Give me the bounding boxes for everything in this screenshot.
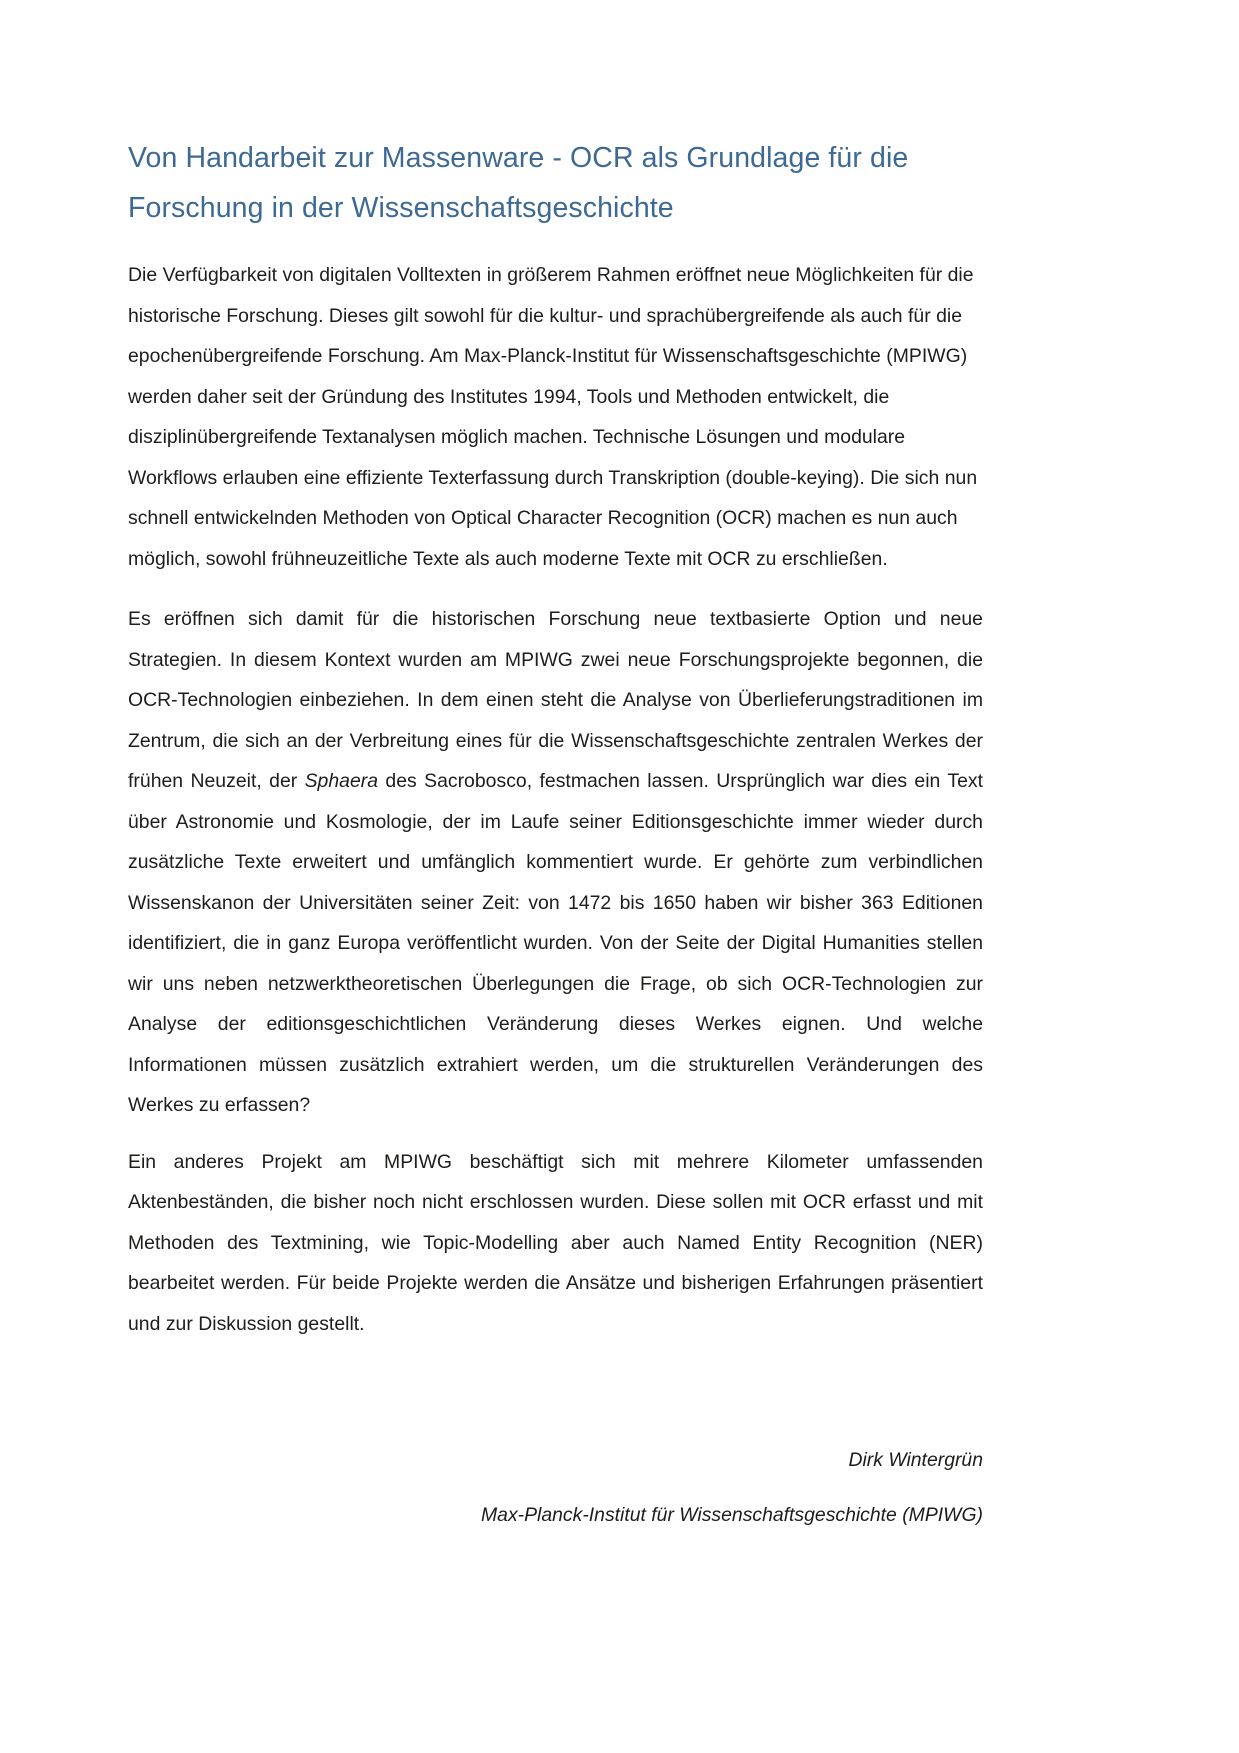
paragraph-2-text-after-italic: des Sacrobosco, festmachen lassen. Ursprünglich war dies ein Text über Astronomie und Kosmologie, der im Laufe seiner Editionsgeschichte immer wieder durch zusätzliche Texte erweitert und umfänglich kommentiert wurde. Er gehörte zum verbindlichen Wissenskanon der Universitäten seiner Zeit: von 1472 bis 1650 haben wir bisher 363 Editionen identifiziert, die in ganz Europa veröffentlicht wurden. Von der Seite der Digital Humanities stellen wir uns neben netzwerktheoretischen Überlegungen die Frage, ob sich OCR-Technologien zur Analyse der editionsgeschichtlichen Veränderung dieses Werkes eignen. Und welche Informationen müssen zusätzlich extrahiert werden, um die strukturellen Veränderungen des Werkes zu erfassen?: [128, 770, 983, 1116]
document-content: [128, 133, 983, 1535]
signature-affiliation: Max-Planck-Institut für Wissenschaftsgeschichte (MPIWG): [481, 1503, 983, 1526]
paragraph-2-text-before-italic: Es eröffnen sich damit für die historischen Forschung neue textbasierte Option und neue Strategien. In diesem Kontext wurden am MPIWG zwei neue Forschungsprojekte begonnen, die OCR-Technologien einbeziehen. In dem einen steht die Analyse von Überlieferungstraditionen im Zentrum, die sich an der Verbreitung eines für die Wissenschaftsgeschichte zentralen Werkes der frühen Neuzeit, der: [128, 608, 983, 792]
abstract-paragraph-1: Die Verfügbarkeit von digitalen Volltexten in größerem Rahmen eröffnet neue Möglichkeiten für die historische Forschung. Dieses gilt sowohl für die kultur- und sprachübergreifende als auch für die epochenübergreifende Forschung. Am Max-Planck-Institut für Wissenschaftsgeschichte (MPIWG) werden daher seit der Gründung des Institutes 1994, Tools und Methoden entwickelt, die disziplinübergreifende Textanalysen möglich machen. Technische Lösungen und modulare Workflows erlauben eine effiziente Texterfassung durch Transkription (double-keying). Die sich nun schnell entwickelnden Methoden von Optical Character Recognition (OCR) machen es nun auch möglich, sowohl frühneuzeitliche Texte als auch moderne Texte mit OCR zu erschließen.: [128, 264, 978, 570]
signature-block: [128, 1440, 983, 1535]
abstract-paragraph-3: Ein anderes Projekt am MPIWG beschäftigt sich mit mehrere Kilometer umfassenden Aktenbeständen, die bisher noch nicht erschlossen wurden. Diese sollen mit OCR erfasst und mit Methoden des Textmining, wie Topic-Modelling aber auch Named Entity Recognition (NER) bearbeitet werden. Für beide Projekte werden die Ansätze und bisherigen Erfahrungen präsentiert und zur Diskussion gestellt.: [128, 1150, 983, 1335]
page-title: Von Handarbeit zur Massenware - OCR als Grundlage für die Forschung in der Wissenschaftsgeschichte: [128, 142, 909, 224]
italic-work-title-sphaera: Sphaera: [304, 770, 379, 792]
signature-author: Dirk Wintergrün: [848, 1449, 983, 1471]
abstract-paragraph-2: [128, 599, 983, 1126]
